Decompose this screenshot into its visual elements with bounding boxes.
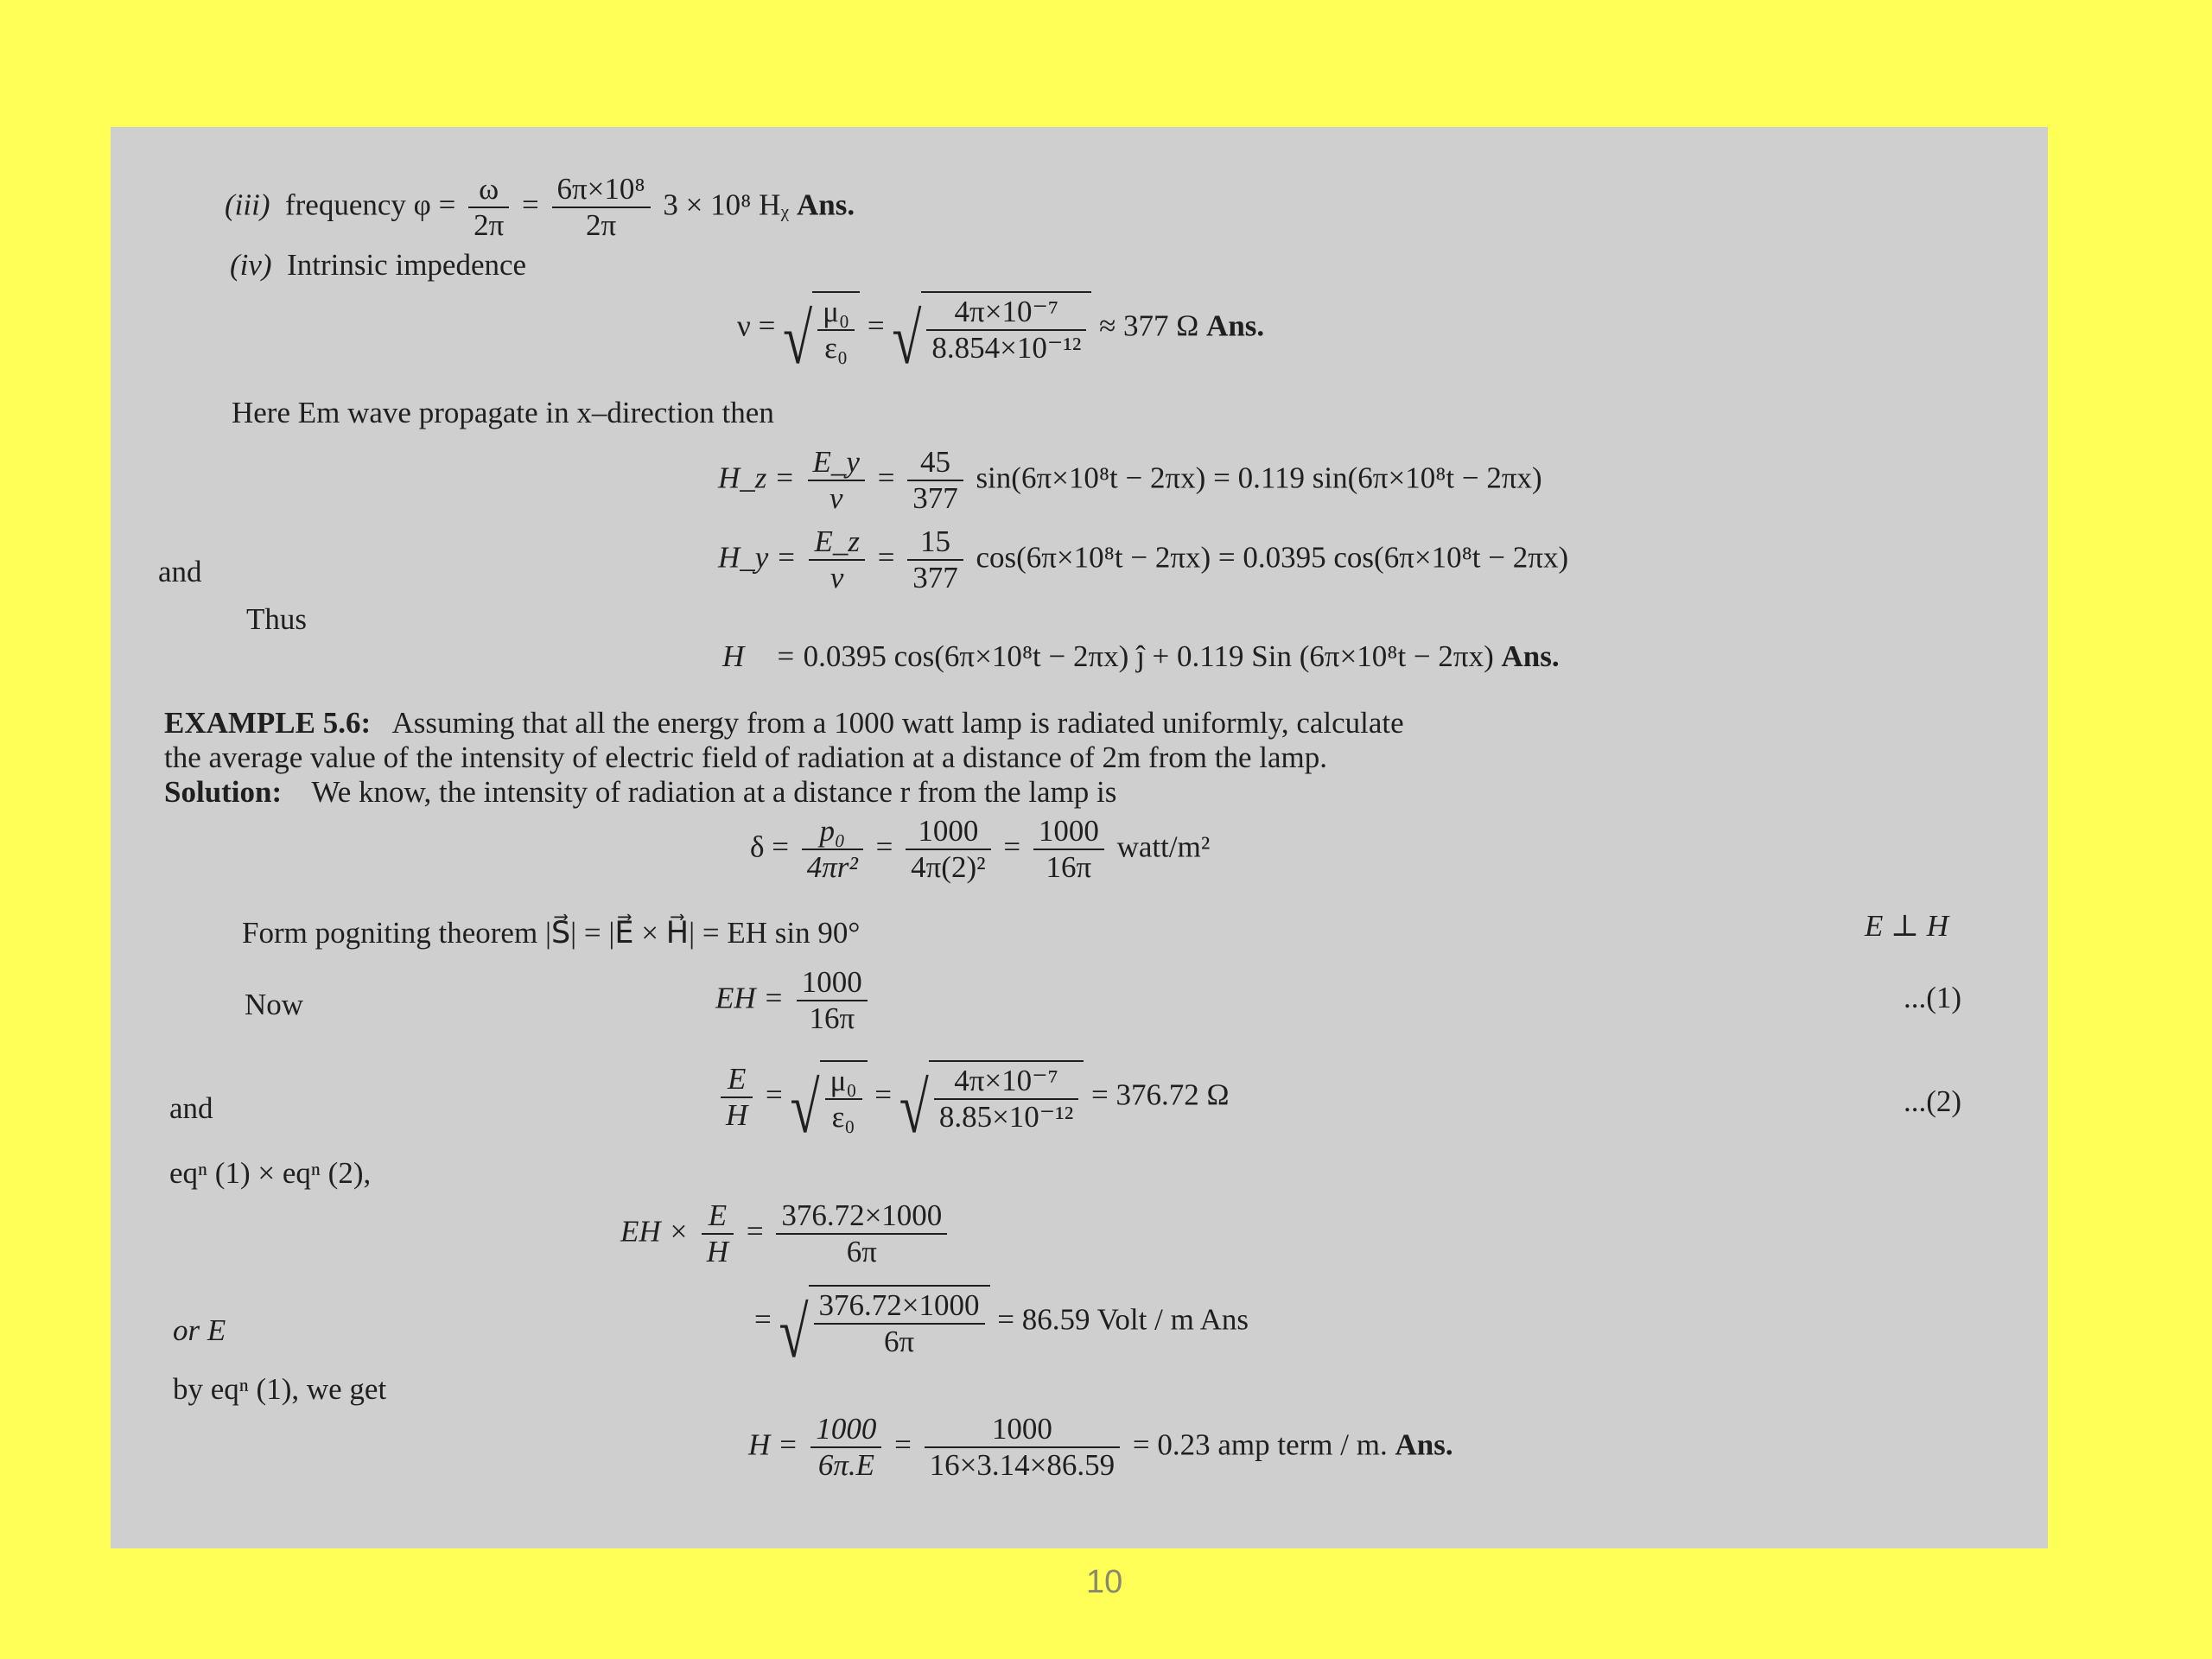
fraction: $\frac{1000}{16\times 3.14\times 86.59}$: [925, 1412, 1120, 1484]
and-label: and: [158, 555, 202, 588]
thus-label: Thus: [246, 602, 307, 636]
fraction: $\frac{15}{377}$: [907, 524, 963, 596]
fraction: $\frac{E}{H}$: [721, 1062, 753, 1134]
square-root: √ $\frac{\text{4π×10⁻⁷}}{\text{8.854×10⁻¹²}}$: [892, 291, 1091, 366]
fraction: $\frac{E}{H}$: [702, 1198, 734, 1270]
solution-heading: Solution:: [164, 775, 283, 809]
or-e-label: or E: [173, 1313, 226, 1347]
hy-equation: H_y = $\frac{E\_z}{\nu}$ = $\frac{15}{377}$ cos(6π×10⁸t − 2πx) = 0.0395 cos(6π×10⁸t − 2πx): [718, 524, 1569, 595]
h-vector-equation: H⃗ = 0.0395 cos(6π×10⁸t − 2πx) ĵ + 0.119 Sin (6π×10⁸t − 2πx) Ans.: [722, 639, 1560, 673]
frequency-result: 3 × 10⁸ Hᵪ: [663, 188, 790, 222]
example-line-1: EXAMPLE 5.6: Assuming that all the energy from a 1000 watt lamp is radiated uniformly, calculate: [164, 706, 1404, 740]
square-root: √ $\frac{\text{4π×10⁻⁷}}{\text{8.85×10⁻¹²}}$: [899, 1060, 1084, 1135]
solution-line: Solution: We know, the intensity of radiation at a distance r from the lamp is: [164, 775, 1117, 809]
eh-equation: EH = $\frac{1000}{16\pi}$: [715, 965, 873, 1037]
product-equation: EH × $\frac{E}{H}$ = $\frac{376.72\times 1000}{6\pi}$: [620, 1198, 952, 1270]
fraction: $\frac{1000}{6\pi.E}$: [810, 1412, 881, 1484]
impedance-heading: (iv) Intrinsic impedence: [230, 248, 527, 282]
eqn-product-label: eqⁿ (1) × eqⁿ (2),: [169, 1156, 372, 1190]
slide-page-number: 10: [1086, 1564, 1123, 1600]
equation-tag-1: ...(1): [1904, 981, 1962, 1014]
equation-tag-2: ...(2): [1904, 1084, 1962, 1118]
fraction: $\frac{\omega}{2\pi}$: [468, 172, 509, 244]
example-line-2: the average value of the intensity of electric field of radiation at a distance of 2m from the lamp.: [164, 741, 1327, 774]
frequency-line: (iii) frequency φ = $\frac{\omega}{2\pi}$ = $\frac{\text{6π×10⁸}}{2\pi}$ 3 × 10⁸ Hᵪ Ans.: [225, 172, 855, 243]
fraction: $\frac{E\_y}{\nu}$: [808, 445, 865, 517]
item-marker: (iii): [225, 188, 270, 222]
and-label-2: and: [169, 1091, 213, 1125]
fraction: $\frac{\text{6π×10⁸}}{2\pi}$: [552, 172, 651, 244]
fraction: $\frac{1000}{16\pi}$: [797, 965, 868, 1037]
square-root: √ $\frac{\text{μ₀}}{\text{ε₀}}$: [783, 291, 860, 366]
frequency-label: frequency φ =: [284, 188, 456, 222]
fraction: $\frac{\text{p₀}}{\text{4πr²}}$: [802, 814, 863, 886]
h-equation: H = $\frac{1000}{6\pi.E}$ = $\frac{1000}{16\times 3.14\times 86.59}$ = 0.23 amp term / m. Ans.: [748, 1412, 1453, 1483]
perpendicular-note: E ⊥ H: [1865, 909, 1949, 943]
answer-mark: Ans.: [797, 188, 855, 222]
impedance-equation: ν = √ $\frac{\text{μ₀}}{\text{ε₀}}$ = √ $\frac{\text{4π×10⁻⁷}}{\text{8.854×10⁻¹²}}$ ≈ 377 Ω Ans.: [737, 291, 1264, 366]
by-eq1-label: by eqⁿ (1), we get: [173, 1372, 387, 1406]
ratio-equation: $\frac{E}{H}$ = √ $\frac{\text{μ₀}}{\text{ε₀}}$ = √ $\frac{\text{4π×10⁻⁷}}{\text{8.85×10⁻¹²}}$ = 376.72 Ω: [715, 1060, 1230, 1135]
e-equation: = √ $\frac{376.72\times 1000}{6\pi}$ = 86.59 Volt / m Ans: [754, 1285, 1249, 1360]
now-label: Now: [245, 988, 304, 1021]
fraction: $\frac{1000}{16\pi}$: [1033, 814, 1104, 886]
fraction: $\frac{45}{377}$: [907, 445, 963, 517]
fraction: $\frac{1000}{\text{4π(2)²}}$: [906, 814, 990, 886]
hz-equation: H_z = $\frac{E\_y}{\nu}$ = $\frac{45}{377}$ sin(6π×10⁸t − 2πx) = 0.119 sin(6π×10⁸t − 2πx): [718, 445, 1542, 516]
square-root: √ $\frac{\text{μ₀}}{\text{ε₀}}$: [791, 1060, 868, 1135]
textbook-page-scan: [111, 127, 2048, 1548]
fraction: $\frac{376.72\times 1000}{6\pi}$: [776, 1198, 947, 1270]
poynting-line: Form pogniting theorem |S⃗| = |E⃗ × H⃗| = EH sin 90°: [242, 916, 861, 950]
propagation-text: Here Em wave propagate in x–direction then: [232, 396, 774, 429]
fraction: $\frac{E\_z}{\nu}$: [809, 524, 865, 596]
example-heading: EXAMPLE 5.6:: [164, 706, 372, 740]
intensity-equation: δ = $\frac{\text{p₀}}{\text{4πr²}}$ = $\frac{1000}{\text{4π(2)²}}$ = $\frac{1000}{16\pi}$ watt/m²: [750, 814, 1211, 885]
square-root: √ $\frac{376.72\times 1000}{6\pi}$: [779, 1285, 990, 1360]
